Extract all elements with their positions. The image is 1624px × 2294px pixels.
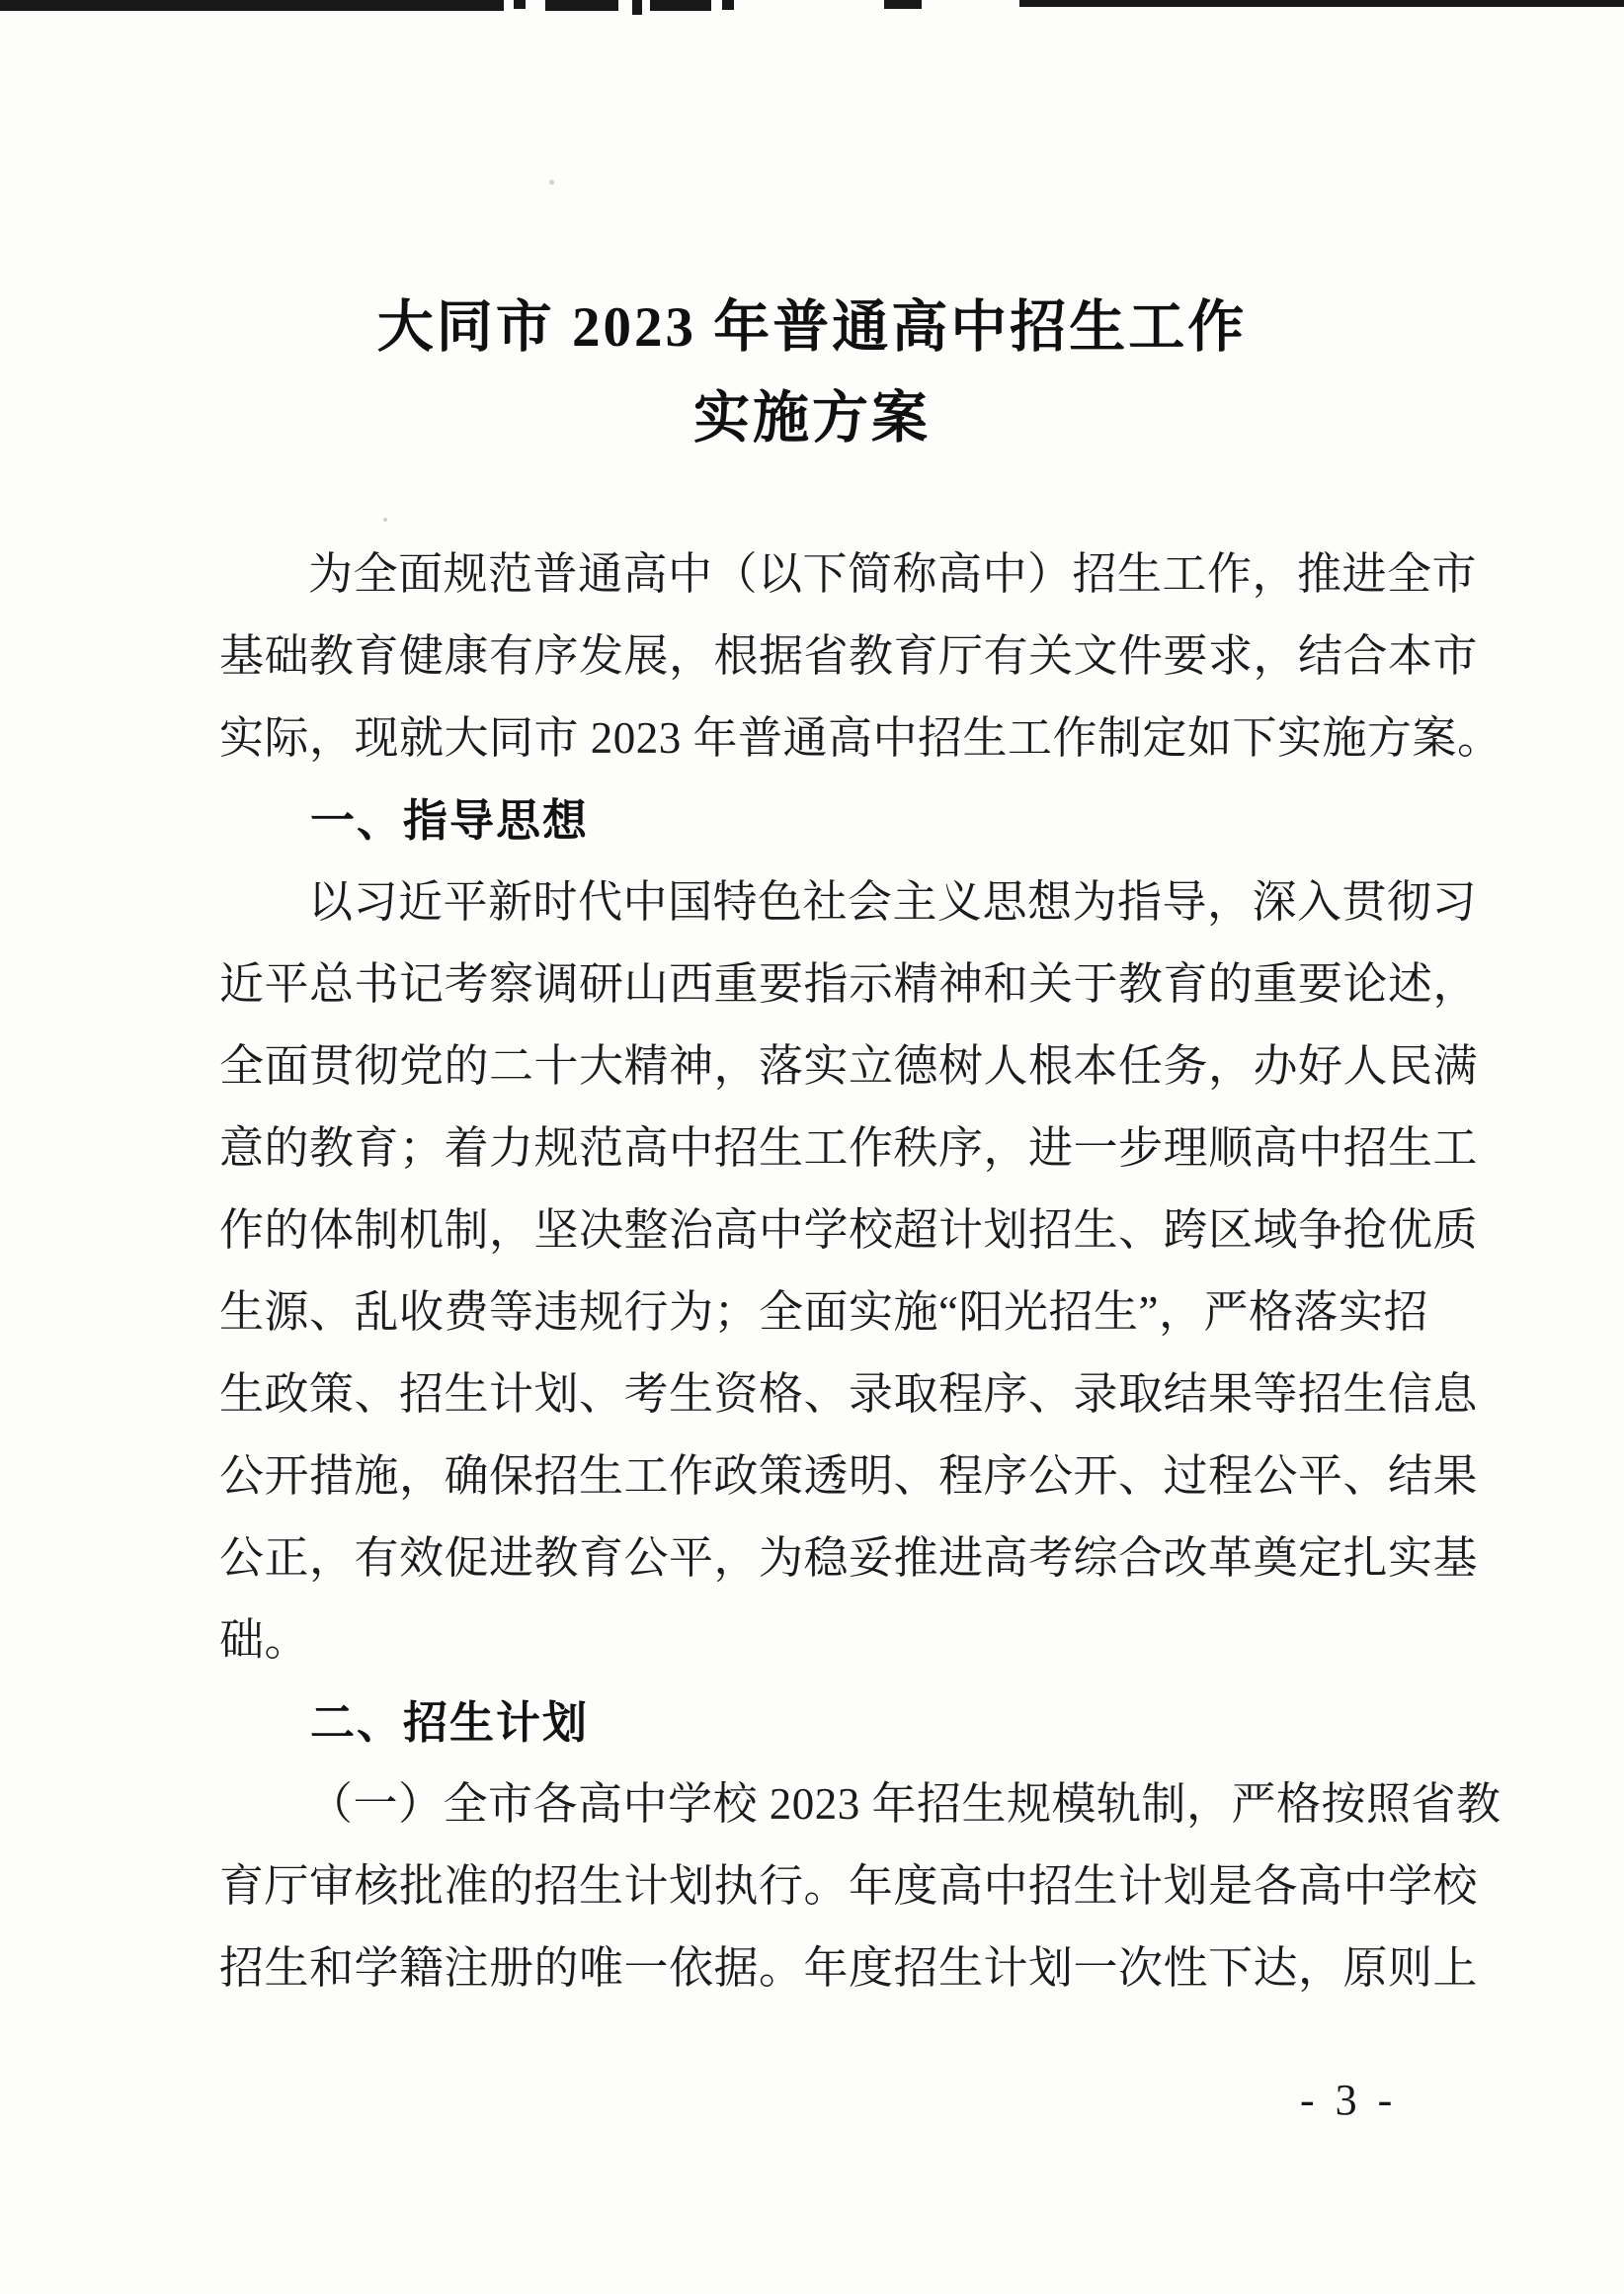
scan-artifact-strip [514,0,526,9]
document-title [0,283,1624,464]
scan-artifact-strip [632,0,642,15]
body-line: （一）全市各高中学校 2023 年招生规模轨制，严格按照省教 [308,1779,1502,1829]
scan-artifact-strip [1019,0,1624,7]
body-line: 础。 [219,1615,310,1665]
body-line: 近平总书记考察调研山西重要指示精神和关于教育的重要论述， [219,959,1479,1009]
scan-speck [549,180,554,185]
body-line: 公开措施，确保招生工作政策透明、程序公开、过程公平、结果 [219,1451,1479,1501]
section-heading-1: 一、指导思想 [310,795,590,846]
document-title-line-2: 实施方案 [693,387,931,450]
scan-artifact-strip [545,0,618,11]
body-line: 实际，现就大同市 2023 年普通高中招生工作制定如下实施方案。 [219,713,1502,763]
scan-artifact-strip [884,0,922,9]
body-line: 育厅审核批准的招生计划执行。年度高中招生计划是各高中学校 [219,1861,1479,1911]
body-line: 生政策、招生计划、考生资格、录取程序、录取结果等招生信息 [219,1369,1479,1419]
scan-artifact-strip [650,0,711,11]
scan-speck [383,518,387,522]
body-line: 生源、乱收费等违规行为；全面实施“阳光招生”，严格落实招 [219,1287,1428,1337]
scan-artifact-strip [722,0,734,10]
page-number: - 3 - [1300,2076,1398,2124]
document-title-line-1: 大同市 2023 年普通高中招生工作 [376,296,1248,359]
body-line: 作的体制机制，坚决整治高中学校超计划招生、跨区域争抢优质 [219,1205,1479,1255]
body-line: 以习近平新时代中国特色社会主义思想为指导，深入贯彻习 [308,877,1478,927]
section-heading-2: 二、招生计划 [310,1697,590,1748]
document-body [219,533,1502,2009]
body-line: 意的教育；着力规范高中招生工作秩序，进一步理顺高中招生工 [219,1123,1479,1173]
body-line: 公正，有效促进教育公平，为稳妥推进高考综合改革奠定扎实基 [219,1533,1479,1583]
body-line: 全面贯彻党的二十大精神，落实立德树人根本任务，办好人民满 [219,1041,1479,1091]
body-line: 为全面规范普通高中（以下简称高中）招生工作，推进全市 [308,549,1478,599]
body-line: 招生和学籍注册的唯一依据。年度招生计划一次性下达，原则上 [219,1943,1479,1993]
scan-artifact-strip [0,0,504,11]
body-line: 基础教育健康有序发展，根据省教育厅有关文件要求，结合本市 [219,631,1479,681]
